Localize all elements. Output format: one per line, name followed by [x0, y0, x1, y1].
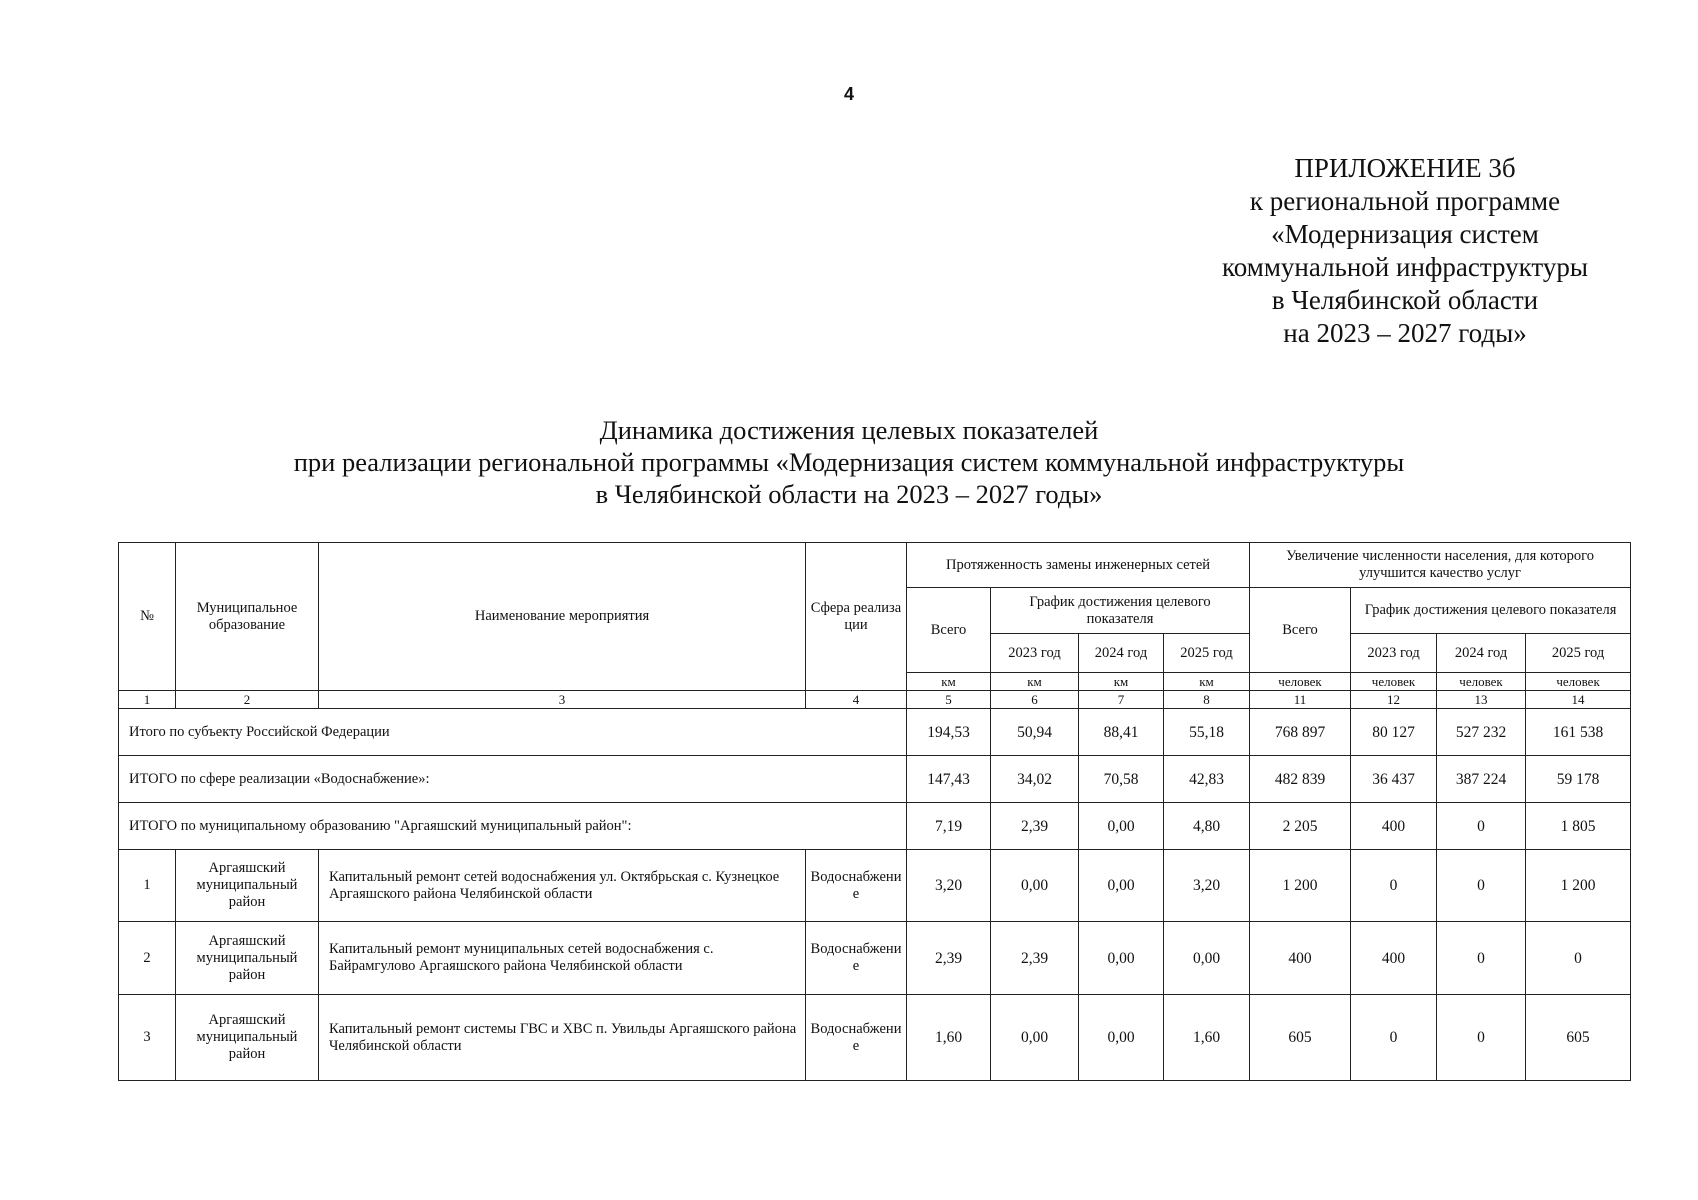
column-numbers-row — [119, 691, 1631, 709]
header-sphere: Сфера реализации — [806, 543, 907, 691]
summary-value: 2 205 — [1250, 803, 1351, 850]
row-number: 2 — [119, 922, 176, 995]
page-number: 4 — [843, 84, 854, 104]
column-number: 5 — [907, 691, 991, 709]
title-line: в Челябинской области на 2023 – 2027 годы» — [595, 479, 1103, 509]
row-value: 0 — [1437, 850, 1526, 922]
summary-value: 50,94 — [991, 709, 1079, 756]
column-number: 2 — [176, 691, 319, 709]
column-number: 14 — [1526, 691, 1631, 709]
row-sphere: Водоснабжение — [806, 995, 907, 1081]
header-population-2023: 2023 год — [1351, 634, 1437, 673]
row-sphere: Водоснабжение — [806, 922, 907, 995]
table-row — [119, 995, 1631, 1081]
header-row-1 — [119, 543, 1631, 588]
table-row — [119, 922, 1631, 995]
summary-value: 88,41 — [1079, 709, 1164, 756]
summary-value: 387 224 — [1437, 756, 1526, 803]
summary-value: 194,53 — [907, 709, 991, 756]
column-number: 11 — [1250, 691, 1351, 709]
row-event-name: Капитальный ремонт системы ГВС и ХВС п. Увильды Аргаяшского района Челябинской области — [319, 995, 806, 1081]
summary-value: 0,00 — [1079, 803, 1164, 850]
summary-label: Итого по субъекту Российской Федерации — [119, 709, 907, 756]
unit-cell: человек — [1437, 673, 1526, 691]
row-value: 400 — [1351, 922, 1437, 995]
row-value: 0,00 — [991, 995, 1079, 1081]
row-value: 2,39 — [991, 922, 1079, 995]
title-line: Динамика достижения целевых показателей — [599, 415, 1099, 445]
unit-cell: человек — [1526, 673, 1631, 691]
row-value: 0,00 — [1164, 922, 1250, 995]
unit-cell: человек — [1250, 673, 1351, 691]
document-title — [0, 414, 1698, 510]
row-value: 0 — [1526, 922, 1631, 995]
header-municipality: Муниципальное образование — [176, 543, 319, 691]
summary-value: 34,02 — [991, 756, 1079, 803]
row-value: 0,00 — [1079, 995, 1164, 1081]
column-number: 12 — [1351, 691, 1437, 709]
row-value: 0,00 — [1079, 850, 1164, 922]
header-network-2025: 2025 год — [1164, 634, 1250, 673]
summary-value: 42,83 — [1164, 756, 1250, 803]
summary-row-subject — [119, 709, 1631, 756]
row-value: 0 — [1351, 850, 1437, 922]
row-value: 1,60 — [1164, 995, 1250, 1081]
title-line: при реализации региональной программы «Модернизация систем коммунальной инфраструктуры — [293, 447, 1405, 477]
unit-cell: км — [991, 673, 1079, 691]
appendix-line: в Челябинской области — [1271, 285, 1539, 315]
header-network-schedule: График достижения целевого показателя — [991, 588, 1250, 634]
row-value: 1 200 — [1526, 850, 1631, 922]
summary-value: 80 127 — [1351, 709, 1437, 756]
row-value: 400 — [1250, 922, 1351, 995]
header-event-name: Наименование мероприятия — [319, 543, 806, 691]
row-number: 1 — [119, 850, 176, 922]
appendix-line: «Модернизация систем — [1271, 219, 1539, 249]
summary-label: ИТОГО по сфере реализации «Водоснабжение»: — [119, 756, 907, 803]
summary-label: ИТОГО по муниципальному образованию "Аргаяшский муниципальный район": — [119, 803, 907, 850]
header-network-2024: 2024 год — [1079, 634, 1164, 673]
header-no: № — [119, 543, 176, 691]
column-number: 6 — [991, 691, 1079, 709]
row-municipality: Аргаяшский муниципальный район — [176, 850, 319, 922]
unit-cell: км — [907, 673, 991, 691]
header-network-2023: 2023 год — [991, 634, 1079, 673]
row-number: 3 — [119, 995, 176, 1081]
header-network-group: Протяженность замены инженерных сетей — [907, 543, 1250, 588]
row-municipality: Аргаяшский муниципальный район — [176, 922, 319, 995]
row-value: 0 — [1437, 922, 1526, 995]
row-value: 2,39 — [907, 922, 991, 995]
row-event-name: Капитальный ремонт сетей водоснабжения ул. Октябрьская с. Кузнецкое Аргаяшского района Челябинской области — [319, 850, 806, 922]
column-number: 8 — [1164, 691, 1250, 709]
row-municipality: Аргаяшский муниципальный район — [176, 995, 319, 1081]
table-row — [119, 850, 1631, 922]
summary-value: 2,39 — [991, 803, 1079, 850]
summary-row-sphere — [119, 756, 1631, 803]
summary-row-municipality — [119, 803, 1631, 850]
row-value: 0,00 — [991, 850, 1079, 922]
row-value: 3,20 — [1164, 850, 1250, 922]
column-number: 3 — [319, 691, 806, 709]
summary-value: 7,19 — [907, 803, 991, 850]
row-value: 1,60 — [907, 995, 991, 1081]
header-population-group: Увеличение численности населения, для которого улучшится качество услуг — [1250, 543, 1631, 588]
summary-value: 59 178 — [1526, 756, 1631, 803]
row-value: 3,20 — [907, 850, 991, 922]
row-value: 0,00 — [1079, 922, 1164, 995]
summary-value: 1 805 — [1526, 803, 1631, 850]
summary-value: 36 437 — [1351, 756, 1437, 803]
appendix-line: коммунальной инфраструктуры — [1222, 252, 1588, 282]
summary-value: 400 — [1351, 803, 1437, 850]
summary-value: 161 538 — [1526, 709, 1631, 756]
row-value: 0 — [1351, 995, 1437, 1081]
summary-value: 55,18 — [1164, 709, 1250, 756]
header-population-2025: 2025 год — [1526, 634, 1631, 673]
row-event-name: Капитальный ремонт муниципальных сетей водоснабжения с. Байрамгулово Аргаяшского района Челябинской области — [319, 922, 806, 995]
column-number: 1 — [119, 691, 176, 709]
summary-value: 768 897 — [1250, 709, 1351, 756]
header-population-total: Всего — [1250, 588, 1351, 673]
row-sphere: Водоснабжение — [806, 850, 907, 922]
summary-value: 4,80 — [1164, 803, 1250, 850]
row-value: 605 — [1250, 995, 1351, 1081]
column-number: 13 — [1437, 691, 1526, 709]
appendix-heading — [1180, 152, 1630, 350]
row-value: 1 200 — [1250, 850, 1351, 922]
unit-cell: человек — [1351, 673, 1437, 691]
summary-value: 70,58 — [1079, 756, 1164, 803]
indicators-table — [118, 542, 1631, 1081]
header-network-total: Всего — [907, 588, 991, 673]
appendix-line: ПРИЛОЖЕНИЕ 3б — [1294, 153, 1516, 183]
summary-value: 147,43 — [907, 756, 991, 803]
unit-cell: км — [1079, 673, 1164, 691]
summary-value: 0 — [1437, 803, 1526, 850]
column-number: 4 — [806, 691, 907, 709]
header-population-2024: 2024 год — [1437, 634, 1526, 673]
column-number: 7 — [1079, 691, 1164, 709]
appendix-line: к региональной программе — [1249, 186, 1561, 216]
summary-value: 482 839 — [1250, 756, 1351, 803]
appendix-line: на 2023 – 2027 годы» — [1283, 318, 1527, 348]
summary-value: 527 232 — [1437, 709, 1526, 756]
row-value: 605 — [1526, 995, 1631, 1081]
unit-cell: км — [1164, 673, 1250, 691]
row-value: 0 — [1437, 995, 1526, 1081]
header-population-schedule: График достижения целевого показателя — [1351, 588, 1631, 634]
